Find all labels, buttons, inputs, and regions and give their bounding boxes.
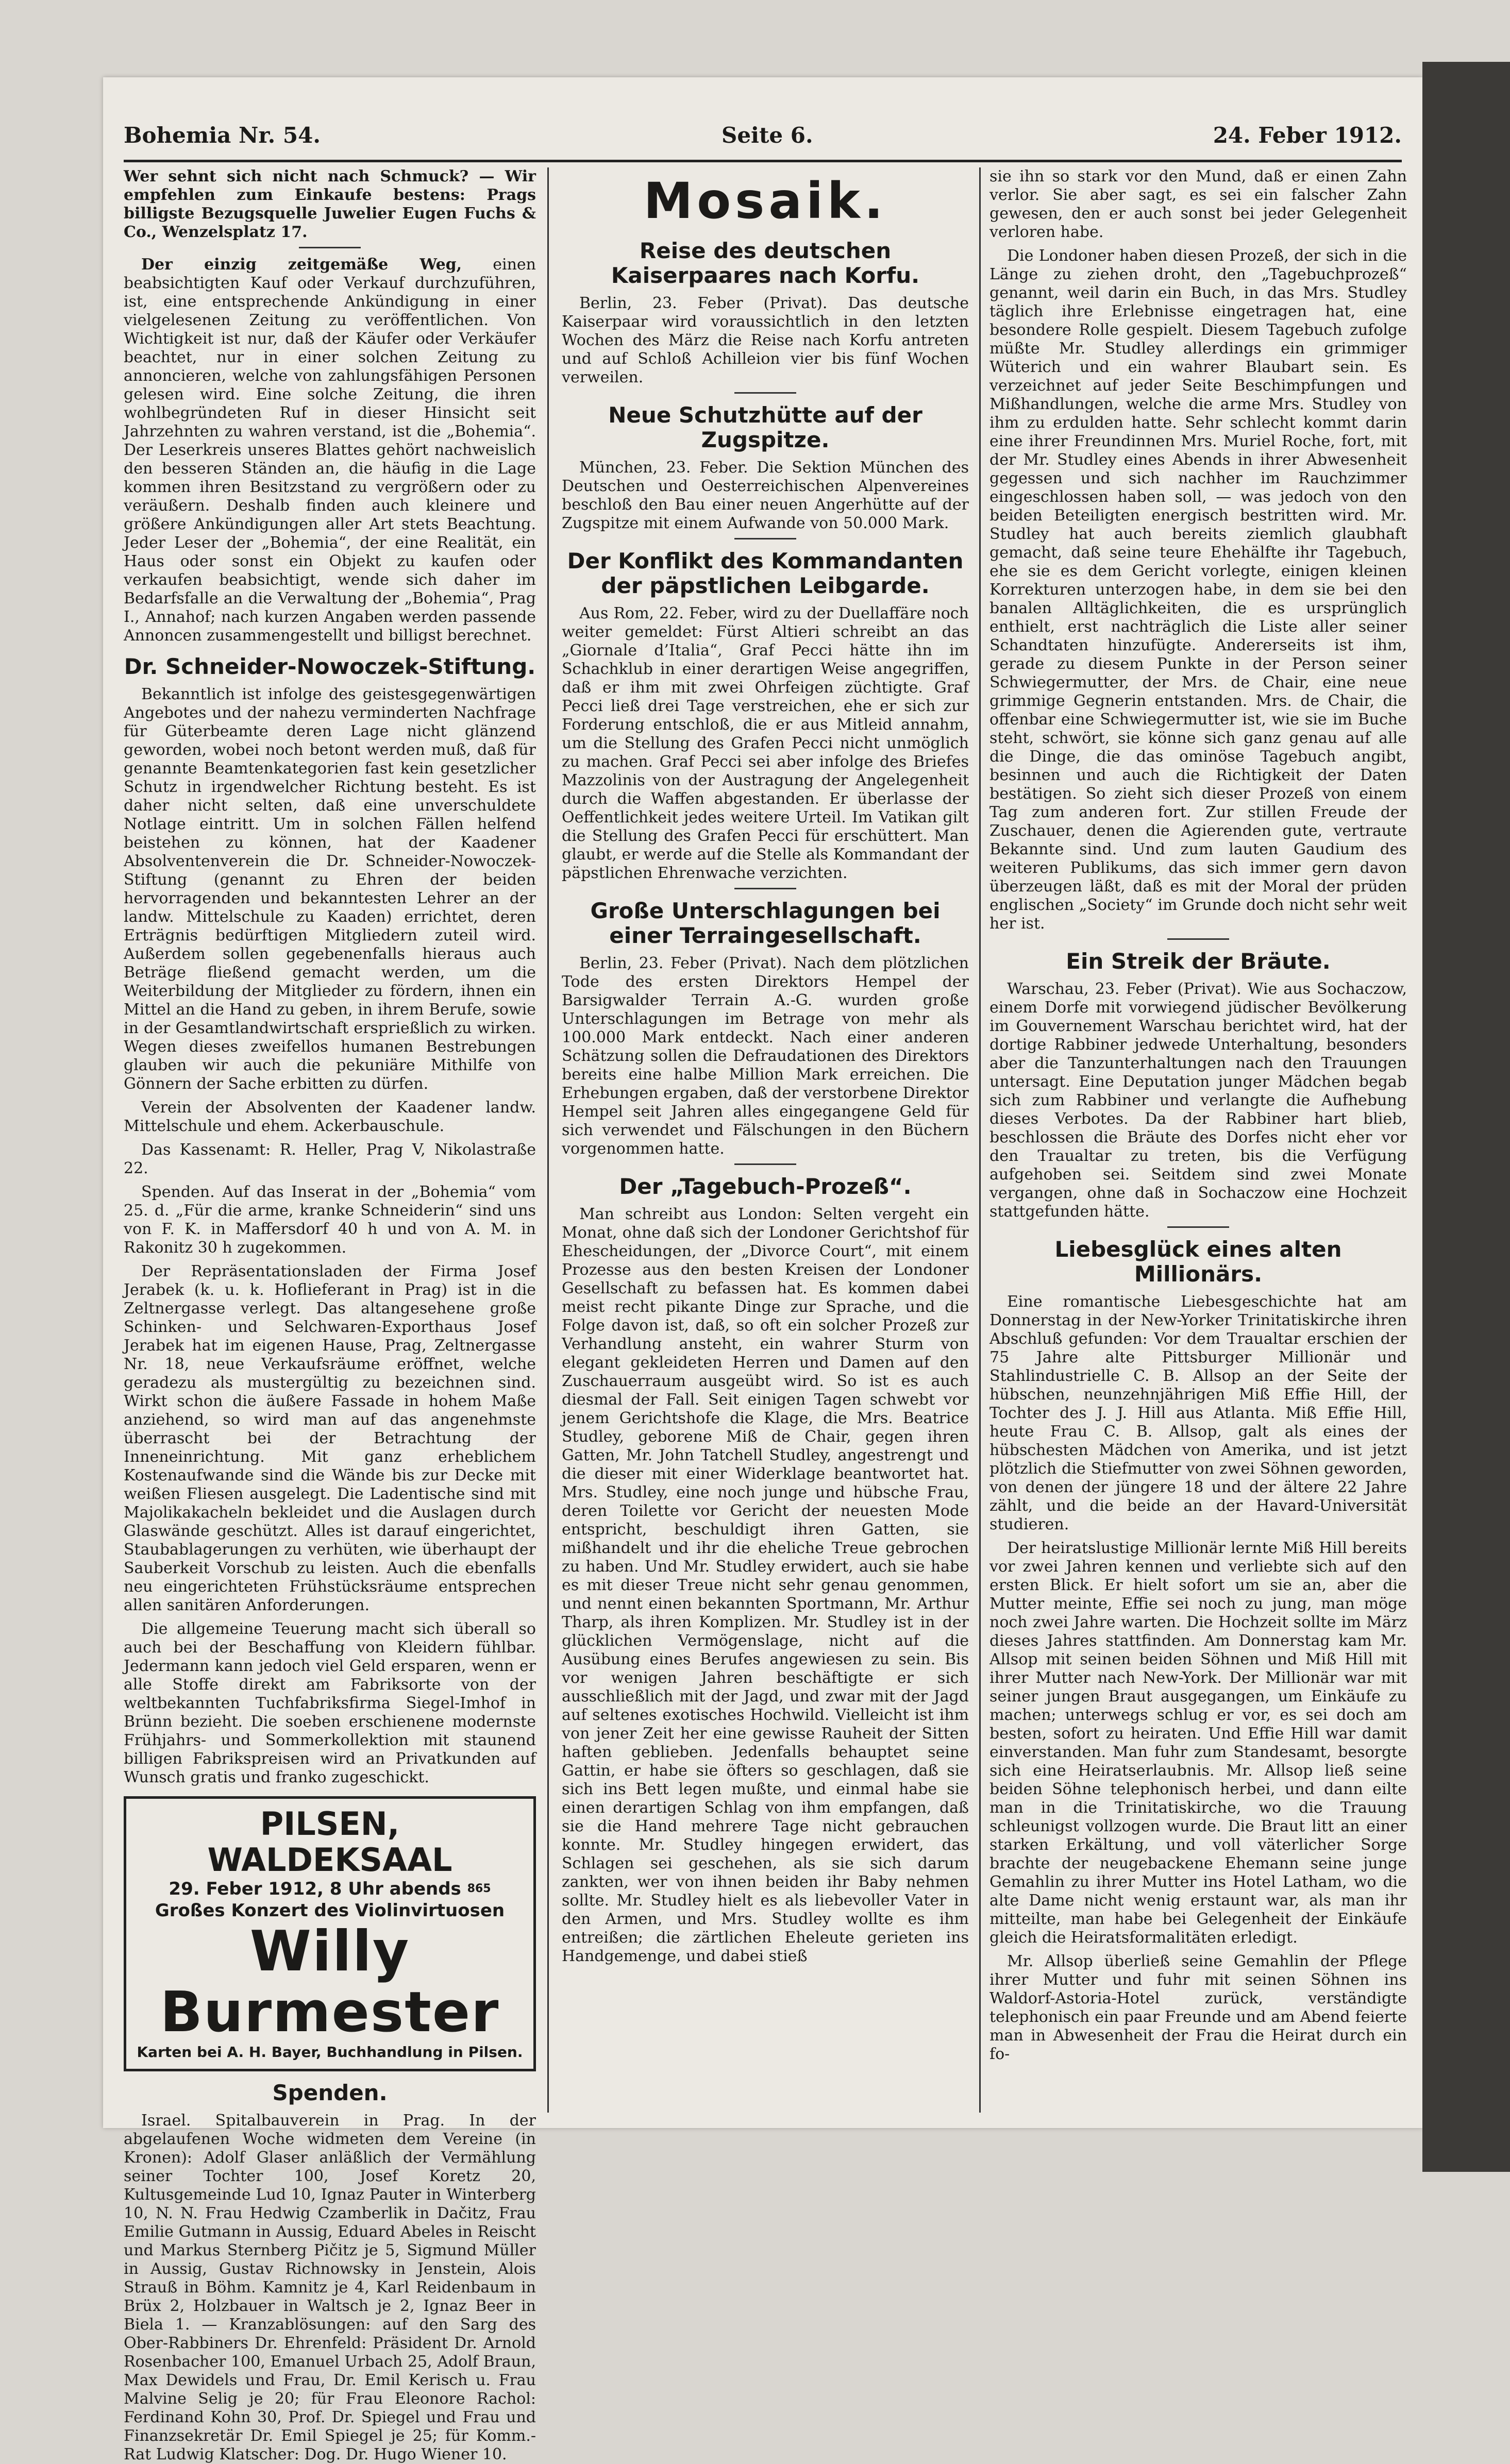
jerabek-notice: Der Repräsentationsladen der Firma Josef Jerabek (k. u. k. Hoflieferant in Prag) ist in die Zeltnergasse verlegt. Das altangesehene große Schinken- und Selchwaren-Exporthaus Josef Jerabek hat im eigenen Hause, Prag, Zeltnergasse Nr. 18, neue Verkaufsräume eröffnet, welche geradezu als mustergültig zu bezeichnen sind. Wirkt schon die äußere Fassade in hohem Maße anziehend, so wird man auf das angenehmste überrascht bei der Betrachtung der Inneneinrichtung. Mit ganz erheblichem Kostenaufwande sind die Wände bis zur Decke mit weißen Fliesen ausgelegt. Die Ladentische sind mit Majolikakacheln bekleidet und die Auslagen durch Glaswände geschützt. Alles ist darauf eingerichtet, Staubablagerungen zu verhüten, wie überhaupt der Sauberkeit Vorschub zu leisten. Auch die ebenfalls neu eingerichteten Frühstücksräume entsprechen allen sanitären Anforderungen.	[124, 1262, 536, 1614]
ad-concert: Großes Konzert des Violinvirtuosen	[155, 1900, 505, 1921]
article-text-zugspitze: München, 23. Feber. Die Sektion München des Deutschen und Oesterreichischen Alpenvereines beschloß den Bau einer neuen Angerhütte auf der Zugspitze mit einem Aufwande von 50.000 Mark.	[562, 459, 969, 532]
article-title-tagebuch: Der „Tagebuch-Prozeß“.	[619, 1174, 912, 1199]
ad-venue: PILSEN, WALDEKSAAL	[207, 1805, 452, 1879]
separator	[1167, 938, 1229, 940]
article-text-braeute: Warschau, 23. Feber (Privat). Wie aus Sochaczow, einem Dorfe mit vorwiegend jüdischer Bevölkerung im Gouvernement Warschau berichtet wird, hat der dortige Rabbiner jedwede Unterhaltung, besonders aber die Tanzunterhaltungen nach den Trauungen untersagt. Eine Deputation junger Mädchen begab sich zum Rabbiner und verlangte die Aufhebung dieses Verbotes. Da der Rabbiner hart blieb, beschlossen die Bräute des Dorfes nicht eher vor den Traualtar zu treten, bis die Verfügung aufgehoben sei. Seitdem sind zwei Monate vergangen, ohne daß in Sochaczow eine Hochzeit stattgefunden hätte.	[989, 980, 1407, 1221]
separator	[299, 247, 361, 248]
article-title-millionaer: Liebesglück eines alten Millionärs.	[1054, 1237, 1342, 1287]
header-page-number: Seite 6.	[722, 123, 813, 148]
ad-date-line	[132, 1878, 527, 1900]
separator	[734, 538, 796, 539]
spenden-text: Israel. Spitalbauverein in Prag. In der abgelaufenen Woche widmeten dem Vereine (in Kronen): Adolf Glaser anläßlich der Vermählung seiner Tochter 100, Josef Koretz 20, Kultusgemeinde Lud 10, Ignaz Pauter in Winterberg 10, N. N. Frau Hedwig Czamberlik in Dačitz, Frau Emilie Gutmann in Aussig, Eduard Abeles in Reischt und Markus Sternberg Pičitz je 5, Sigmund Müller in Aussig, Gustav Richnowsky in Jenstein, Alois Strauß in Böhm. Kamnitz je 4, Karl Reidenbaum in Brüx 2, Holzbauer in Waltsch je 2, Ignaz Beer in Biela 1. — Kranzablösungen: auf den Sarg des Ober-Rabbiners Dr. Ehrenfeld: Präsident Dr. Arnold Rosenbacher 100, Emanuel Urbach 25, Adolf Braun, Max Dewidels und Frau, Dr. Emil Kerisch u. Frau Malvine Selig je 20; für Frau Eleonore Rachol: Ferdinand Kohn 30, Prof. Dr. Spiegel und Frau und Finanzsekretär Dr. Emil Spiegel je 25; für Komm.-Rat Ludwig Klatscher: Dog. Dr. Hugo Wiener 10.	[124, 2112, 536, 2463]
weg-text: einen beabsichtigten Kauf oder Verkauf durchzuführen, ist, eine entsprechende Ankündigung in einer vielgelesenen Zeitung zu veröffentlichen. Von Wichtigkeit ist nur, daß der Käufer oder Verkäufer beachtet, nur in einer solchen Zeitung zu annoncieren, welche von zahlungsfähigen Personen gelesen wird. Eine solche Zeitung, die ihren wohlbegründeten Ruf in dieser Hinsicht seit Jahrzehnten zu wahren verstand, ist die „Bohemia“. Der Leserkreis unseres Blattes gehört nachweislich den besseren Ständen an, die häufig in die Lage kommen ihren Besitzstand zu vergrößern oder zu veräußern. Deshalb finden auch kleinere und größere Ankündigungen aller Art stets Beachtung. Jeder Leser der „Bohemia“, der eine Realität, ein Haus oder sonst ein Objekt zu kaufen oder verkaufen beabsichtigt, wende sich daher im Bedarfsfalle an die Verwaltung der „Bohemia“, Prag I., Annahof; nach kurzen Angaben werden passende Annoncen zusammengestellt und billigst berechnet.	[124, 256, 536, 645]
header-rule	[124, 160, 1402, 162]
article-title-unterschlagungen: Große Unterschlagungen bei einer Terraingesellschaft.	[590, 898, 941, 948]
spenden-title: Spenden.	[272, 2080, 388, 2105]
article-text-millionaer: Eine romantische Liebesgeschichte hat am Donnerstag in der New-Yorker Trinitatiskirche ihren Abschluß gefunden: Vor dem Traualtar erschien der 75 Jahre alte Pittsburger Millionär und Stahlindustrielle C. B. Allsop an der Seite der hübschen, neunzehnjährigen Miß Effie Hill, der Tochter des J. J. Hill aus Atlanta. Miß Effie Hill, heute Frau C. B. Allsop, galt als eines der hübschesten Mädchen von Amerika, und ist jetzt plötzlich die Stiefmutter von zwei Söhnen geworden, von denen der jüngere 18 und der ältere 22 Jahre zählt, und die beide an der Havard-Universität studieren.	[989, 1293, 1407, 1533]
stiftung-kassa: Das Kassenamt: R. Heller, Prag V, Nikolastraße 22.	[124, 1141, 536, 1177]
header-left: Bohemia Nr. 54.	[124, 123, 321, 148]
page-header	[124, 123, 1402, 159]
separator	[734, 392, 796, 394]
article-title-korfu: Reise des deutschen Kaiserpaares nach Korfu.	[611, 238, 920, 288]
article-text-unterschlagungen: Berlin, 23. Feber (Privat). Nach dem plötzlichen Tode des ersten Direktors Hempel der Barsigwalder Terrain A.-G. wurden große Unterschlagungen im Betrage von mehr als 100.000 Mark entdeckt. Nach einer anderen Schätzung sollen die Defraudationen des Direktors bereits eine halbe Million Mark erreichen. Die Erhebungen ergaben, daß der verstorbene Direktor Hempel seit Jahren alles eingegangene Geld für sich verwendet und Fälschungen in den Büchern vorgenommen hatte.	[562, 954, 969, 1158]
column-divider-2	[979, 167, 981, 2113]
separator	[734, 888, 796, 889]
stiftung-sign: Verein der Absolventen der Kaadener landw. Mittelschule und ehem. Ackerbauschule.	[124, 1099, 536, 1135]
article-text-millionaer-2: Der heiratslustige Millionär lernte Miß Hill bereits vor zwei Jahren kennen und verliebte sich auf den ersten Blick. Er hielt sofort um sie an, aber die Mutter meinte, Effie sei noch zu jung, man möge noch zwei Jahre warten. Die Hochzeit sollte im März dieses Jahres stattfinden. Am Donnerstag kam Mr. Allsop mit seinen beiden Söhnen und Miß Hill mit ihrer Mutter nach New-York. Der Millionär war mit seiner jungen Braut ausgegangen, um Einkäufe zu machen; unterwegs schlug er vor, es sei doch am besten, sofort zu heiraten. Und Effie Hill war damit einverstanden. Man fuhr zum Standesamt, besorgte sich eine Heiratserlaubnis. Mr. Allsop ließ seine beiden Söhne telephonisch herbei, und dann eilte man in die Trinitatiskirche, wo die Trauung schleunigst vollzogen wurde. Die Braut litt an einer starken Erkältung, und voll väterlicher Sorge brachte der neugebackene Ehemann seine junge Gemahlin zu ihrer Mutter ins Hotel Latham, wo die alte Dame nicht wenig erstaunt war, als man ihr mitteilte, man habe bei Gelegenheit der Einkäufe gleich die Heiratsformalitäten erledigt.	[989, 1539, 1407, 1947]
column-2	[562, 167, 969, 2113]
stiftung-title: Dr. Schneider-Nowoczek-Stiftung.	[124, 654, 536, 679]
ad-date: 29. Feber 1912, 8 Uhr abends	[169, 1879, 461, 1899]
article-title-zugspitze: Neue Schutzhütte auf der Zugspitze.	[608, 402, 922, 452]
teuerung-notice: Die allgemeine Teuerung macht sich überall so auch bei der Beschaffung von Kleidern fühlbar. Jedermann kann jedoch viel Geld ersparen, wenn er alle Stoffe direkt am Fabriksorte von der weltbekannten Tuchfabriksfirma Siegel-Imhof in Brünn bezieht. Die soeben erschienene modernste Frühjahrs- und Sommerkollektion mit staunend billigen Fabrikspreisen wird an Privatkunden auf Wunsch gratis und franko zugeschickt.	[124, 1620, 536, 1786]
article-title-braeute: Ein Streik der Bräute.	[1066, 949, 1331, 974]
ad-number: 865	[467, 1882, 491, 1895]
column-3	[989, 167, 1407, 2113]
article-title-leibgarde: Der Konflikt des Kommandanten der päpstlichen Leibgarde.	[567, 548, 964, 598]
header-date: 24. Feber 1912.	[1213, 123, 1402, 148]
weg-notice	[124, 256, 536, 645]
separator	[734, 1163, 796, 1165]
jeweler-notice: Wer sehnt sich nicht nach Schmuck? — Wir empfehlen zum Einkaufe bestens: Prags billigste Bezugsquelle Juwelier Eugen Fuchs & Co., Wenzelsplatz 17.	[124, 167, 536, 241]
weg-title: Der einzig zeitgemäße Weg,	[141, 256, 462, 274]
article-text-tagebuch: Man schreibt aus London: Selten vergeht ein Monat, ohne daß sich der Londoner Gerichtshof für Ehescheidungen, der „Divorce Court“, mit einem Prozesse aus den besten Kreisen der Londoner Gesellschaft zu befassen hat. Es kommen dabei meist recht pikante Dinge zur Sprache, und die Folge davon ist, daß, so oft ein solcher Prozeß zur Verhandlung ansteht, ein wahrer Sturm von elegant gekleideten Herren und Damen auf den Zuschauerraum ausgeübt wird. So ist es auch diesmal der Fall. Seit einigen Tagen schwebt vor jenem Gerichtshofe die Klage, die Mrs. Beatrice Studley, geborene Miß de Chair, gegen ihren Gatten, Mr. John Tatchell Studley, angestrengt und die dieser mit einer Widerklage beantwortet hat. Mrs. Studley, eine noch junge und hübsche Frau, deren Toilette vor Gericht der neuesten Mode entspricht, beschuldigt ihren Gatten, sie mißhandelt und ihr die eheliche Treue gebrochen zu haben. Und Mr. Studley erwidert, auch sie habe es mit dieser Treue nicht sehr genau genommen, und nennt einen bekannten Sportmann, Mr. Arthur Tharp, als ihren Komplizen. Mr. Studley ist in der glücklichen Vermögenslage, nicht auf die Ausübung eines Berufes angewiesen zu sein. Bis vor wenigen Jahren beschäftigte er sich ausschließlich mit der Jagd, und zwar mit der Jagd auf seltenes exotisches Hochwild. Vielleicht ist ihm von jener Zeit her eine gewisse Rauheit der Sitten haften geblieben. Jedenfalls behauptet seine Gattin, er habe sie öfters so geschlagen, daß sie sich ins Bett legen mußte, und einmal habe sie einen derartigen Schlag von ihm empfangen, daß sie die Hand mehrere Tage nicht gebrauchen konnte. Mr. Studley hingegen erwidert, das Schlagen sei geschehen, als sie sich darum zankten, wer von ihnen beiden ihr Baby nehmen sollte. Mr. Studley hielt es als liebevoller Vater in den Armen, und Mrs. Studley wollte es ihm entreißen; die zärtlichen Eheleute gerieten ins Handgemenge, und dabei stieß	[562, 1205, 969, 1965]
ad-artist: Willy Burmester	[160, 1919, 500, 2045]
scan-edge	[1422, 62, 1510, 2172]
tagebuch-continuation: sie ihn so stark vor den Mund, daß er einen Zahn verlor. Sie aber sagt, es sei ein falscher Zahn gewesen, den er auch sonst bei jeder Gelegenheit verloren habe.	[989, 167, 1407, 241]
separator	[1167, 1226, 1229, 1228]
column-divider-1	[547, 167, 549, 2113]
article-text-korfu: Berlin, 23. Feber (Privat). Das deutsche Kaiserpaar wird voraussichtlich in den letzten Wochen des März die Reise nach Korfu antreten und auf Schloß Achilleion vier bis fünf Wochen verweilen.	[562, 294, 969, 386]
spenden-small: Spenden. Auf das Inserat in der „Bohemia“ vom 25. d. „Für die arme, kranke Schneiderin“ sind uns von F. K. in Maffersdorf 40 h und von A. M. in Rakonitz 30 h zugekommen.	[124, 1183, 536, 1257]
stiftung-text: Bekanntlich ist infolge des geistesgegenwärtigen Angebotes und der nahezu verminderten Nachfrage für Güterbeamte deren Lage nicht glänzend geworden, wobei noch betont werden muß, daß für genannte Beamtenkategorien fast kein gesetzlicher Schutz in irgendwelcher Richtung besteht. Es ist daher nicht selten, daß eine unverschuldete Notlage eintritt. Um in solchen Fällen helfend beistehen zu können, hat der Kaadener Absolventenverein die Dr. Schneider-Nowoczek-Stiftung (genannt zu Ehren der beiden hervorragenden und bekanntesten Lehrer an der landw. Mittelschule zu Kaaden) errichtet, deren Erträgnis bedürftigen Mitgliedern zuteil wird. Außerdem sollen gegebenenfalls hieraus auch Beträge fließend gemacht werden, um die Weiterbildung der Mitglieder zu fördern, ihnen ein Mittel an die Hand zu geben, in ihrem Berufe, sowie in der Gesamtlandwirtschaft ersprießlich zu wirken. Wegen dieses zweifellos humanen Bestrebungen glauben wir auch die pekuniäre Mithilfe von Gönnern der Sache erbitten zu dürfen.	[124, 685, 536, 1093]
newspaper-page	[103, 77, 1422, 2463]
article-text-millionaer-3: Mr. Allsop überließ seine Gemahlin der Pflege ihrer Mutter und fuhr mit seinen Söhnen ins Waldorf-Astoria-Hotel zurück, verständigte telephonisch ein paar Freunde und am Abend feierte man in Abwesenheit der Frau die Heirat durch ein fo-	[989, 1952, 1407, 2063]
mosaik-title: Mosaik.	[643, 172, 887, 230]
article-text-leibgarde: Aus Rom, 22. Feber, wird zu der Duellaffäre noch weiter gemeldet: Fürst Altieri schreibt an das „Giornale d’Italia“, Graf Pecci hätte ihn im Schachklub in einer derartigen Weise angegriffen, daß er ihm mit zwei Ohrfeigen züchtigte. Graf Pecci ließ drei Tage verstreichen, ehe er sich zur Forderung entschloß, die er aus Mitleid annahm, um die Stellung des Grafen Pecci nicht unmöglich zu machen. Graf Pecci sei aber infolge des Briefes Mazzolinis von der Austragung der Angelegenheit durch die Waffen abgestanden. Er überlasse der Oeffentlichkeit jedes weitere Urteil. Im Vatikan gilt die Stellung des Grafen Pecci für erschüttert. Man glaubt, er werde auf die Stelle als Kommandant der päpstlichen Ehrenwache verzichten.	[562, 604, 969, 882]
ad-tickets: Karten bei A. H. Bayer, Buchhandlung in Pilsen.	[137, 2044, 523, 2061]
tagebuch-continuation-2: Die Londoner haben diesen Prozeß, der sich in die Länge zu ziehen droht, den „Tagebuchprozeß“ genannt, weil darin ein Buch, in das Mrs. Studley täglich ihre Erlebnisse eingetragen hat, eine besondere Rolle gespielt. Diesem Tagebuch zufolge müßte Mr. Studley allerdings ein grimmiger Wüterich und ein wahrer Blaubart sein. Es verzeichnet auf jeder Seite Beschimpfungen und Mißhandlungen, welche die arme Mrs. Studley von ihm zu erdulden hatte. Sehr schlecht kommt darin eine ihrer Freundinnen Mrs. Muriel Roche, fort, mit der Mr. Studley eines Abends in ihrer Abwesenheit gegessen und sich nachher im Rauchzimmer eingeschlossen haben soll, — was jedoch von den beiden Beteiligten energisch bestritten wird. Mr. Studley hat auch bereits ziemlich glaubhaft gemacht, daß seine teure Ehehälfte ihr Tagebuch, ehe sie es dem Gericht vorlegte, einigen kleinen Korrekturen unterzogen habe, in dem sie bei den banalen Alltäglichkeiten, die es ursprünglich enthielt, erst nachträglich die Liste aller seiner Schandtaten hinzufügte. Andererseits ist ihm, gerade zu diesem Punkte in der Person seiner Schwiegermutter, der Mrs. de Chair, eine neue grimmige Gegnerin entstanden. Mrs. de Chair, die offenbar eine Schwiegermutter ist, wie sie im Buche steht, schwört, sie könne sich ganz genau auf alle die Dinge, die das ominöse Tagebuch angibt, besinnen und auch die Richtigkeit der Daten bestätigen. So zieht sich dieser Prozeß von einem Tag zum anderen fort. Zur stillen Freude der Zuschauer, denen die Agierenden gute, vertraute Bekannte sind. Und zum lauten Gaudium des weiteren Publikums, das sich immer gern davon überzeugen läßt, daß es mit der Moral der prüden englischen „Society“ im Grunde doch nicht sehr weit her ist.	[989, 247, 1407, 933]
column-1	[124, 167, 536, 2463]
concert-advertisement	[124, 1796, 536, 2071]
